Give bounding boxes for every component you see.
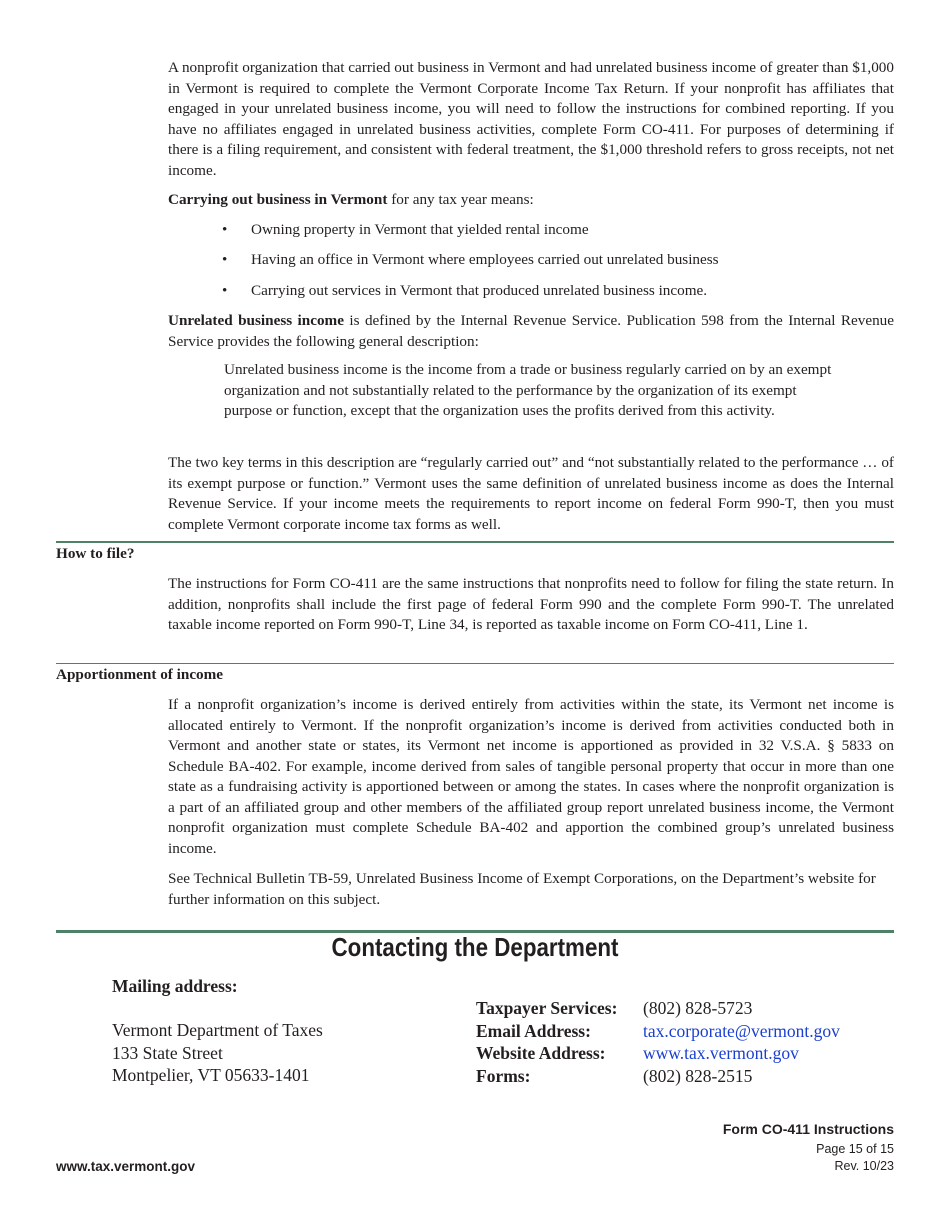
list-item: • Having an office in Vermont where employees carried out unrelated business xyxy=(222,250,719,280)
key-terms-paragraph: The two key terms in this description are “regularly carried out” and “not substantially related to the performance … of its exempt purpose or function.” Vermont uses the same definition of unrelated business income as does the Internal Revenue Service. If your income meets the requirements to report income on federal Form 990-T, then you must complete Vermont corporate income tax forms as well. xyxy=(168,454,894,533)
carrying-out-rest: for any tax year means: xyxy=(387,191,534,208)
contact-table xyxy=(476,997,840,1087)
footer-revision: Rev. 10/23 xyxy=(834,1159,894,1173)
contact-row-taxpayer-services: Taxpayer Services: (802) 828-5723 xyxy=(476,997,840,1020)
address-line: Vermont Department of Taxes xyxy=(112,1020,323,1040)
contact-row-forms: Forms: (802) 828-2515 xyxy=(476,1065,840,1088)
section-divider xyxy=(56,663,894,664)
bullet-icon: • xyxy=(222,251,228,269)
how-to-file-text: The instructions for Form CO-411 are the same instructions that nonprofits need to follow for filing the state return. In addition, nonprofits shall include the first page of federal Form 990 and the complete Form 990-T. The unrelated taxable income reported on Form 990-T, Line 34, is reported as taxable income on Form CO-411, Line 1. xyxy=(168,575,894,633)
carrying-out-definition xyxy=(168,190,894,211)
intro-paragraph xyxy=(168,58,894,181)
list-item: • Owning property in Vermont that yielded rental income xyxy=(222,220,719,250)
carrying-out-list xyxy=(222,220,719,311)
bullet-icon: • xyxy=(222,221,228,238)
section-divider xyxy=(56,541,894,543)
ubi-rest: is defined by the Internal Revenue Service. Publication 598 from the Internal Revenue Service provides the following general description: xyxy=(168,312,894,350)
irs-quote: Unrelated business income is the income from a trade or business regularly carried on by an exempt organization and not substantially related to the performance by the organization of its exempt purpose or function, except that the organization uses the profits derived from this activity. xyxy=(224,361,832,419)
bullet-icon: • xyxy=(222,281,228,299)
contact-row-email: Email Address: tax.corporate@vermont.gov xyxy=(476,1020,840,1041)
ubi-definition xyxy=(168,311,894,352)
see-also-note: See Technical Bulletin TB-59, Unrelated Business Income of Exempt Corporations, on the Department’s website for further information on this subject. xyxy=(168,870,876,908)
forms-phone: (802) 828-2515 xyxy=(643,1065,753,1086)
address-line: Montpelier, VT 05633-1401 xyxy=(112,1065,310,1086)
intro-text: A nonprofit organization that carried out business in Vermont and had unrelated business income of greater than $1,000 in Vermont is required to complete the Vermont Corporate Income Tax Return. If your nonprofit has affiliates that engaged in your unrelated business income, you will need to follow the instructions for combined reporting. If you have no affiliates engaged in unrelated business activities, complete Form CO-411. For purposes of determining if there is a filing requirement, and consistent with federal treatment, the $1,000 threshold refers to gross receipts, not net income. xyxy=(168,59,894,179)
address-line: 133 State Street xyxy=(112,1042,223,1063)
contact-title: Contacting the Department xyxy=(331,932,619,962)
mailing-label: Mailing address: xyxy=(112,976,238,996)
apportionment-heading: Apportionment of income xyxy=(56,666,224,683)
list-item: • Carrying out services in Vermont that produced unrelated business income. xyxy=(222,281,719,311)
website-link[interactable]: www.tax.vermont.gov xyxy=(643,1043,799,1064)
footer-form-title: Form CO-411 Instructions xyxy=(722,1121,894,1137)
how-to-file-heading: How to file? xyxy=(56,545,135,562)
apportionment-text: If a nonprofit organization’s income is derived entirely from activities within the state, its Vermont net income is allocated entirely to Vermont. If the nonprofit organization’s income is derived from activities conducted both in Vermont and another state or states, its Vermont net income is apportioned as provided in 32 V.S.A. § 5833 on Schedule BA-402. For example, income derived from sales of tangible personal property that occur in more than one state as a fundraising activity is apportioned between or among the states. In cases where the nonprofit organization is a part of an affiliated group and other members of the affiliated group report unrelated business income, the Vermont nonprofit organization must complete Schedule BA-402 and apportion the combined group’s unrelated business income. xyxy=(168,696,894,857)
ubi-term: Unrelated business income xyxy=(168,312,344,329)
email-link[interactable]: tax.corporate@vermont.gov xyxy=(643,1020,840,1041)
carrying-out-term: Carrying out business in Vermont xyxy=(168,191,388,208)
taxpayer-services-phone: (802) 828-5723 xyxy=(643,998,753,1018)
footer-website[interactable]: www.tax.vermont.gov xyxy=(56,1159,196,1174)
contact-row-website: Website Address: www.tax.vermont.gov xyxy=(476,1042,840,1065)
footer-page-number: Page 15 of 15 xyxy=(816,1142,894,1156)
mailing-address xyxy=(112,1019,323,1087)
